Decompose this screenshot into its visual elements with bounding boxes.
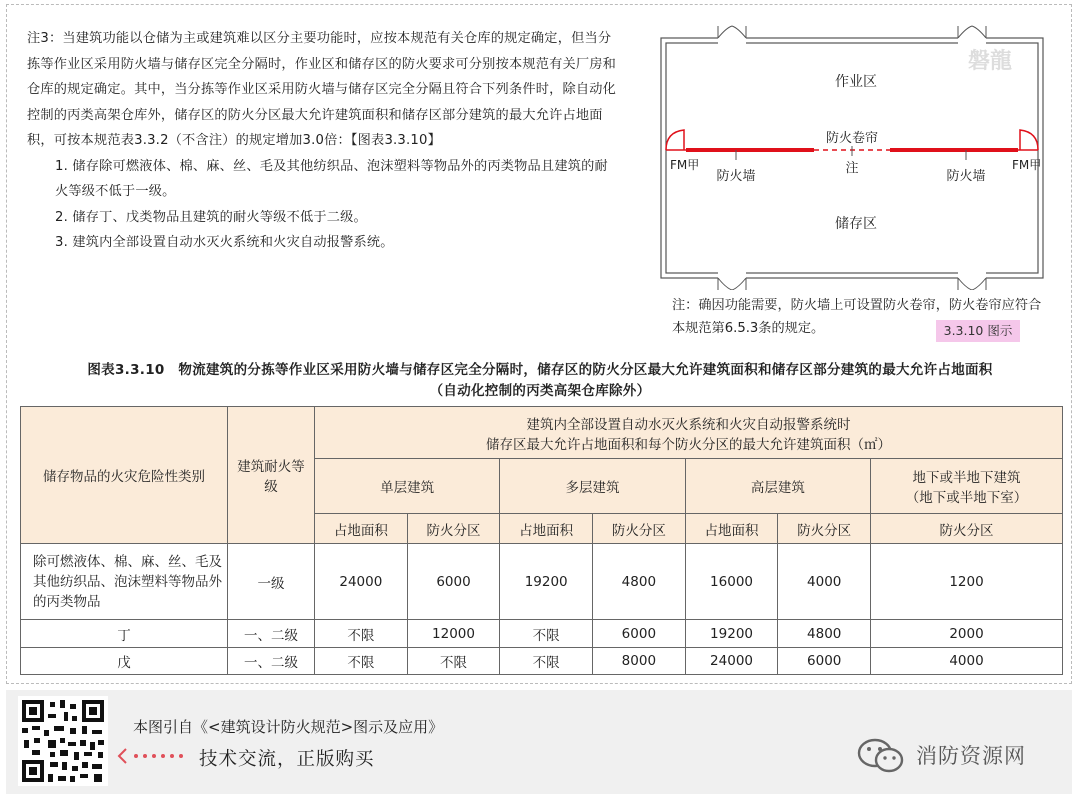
area-limit-table [20,406,1063,675]
figure-badge: 3.3.10 图示 [936,320,1020,342]
table-cell: 16000 [685,544,778,620]
table-row [21,544,1063,620]
row-grade: 一、二级 [228,648,315,675]
diagram-note: 注：确因功能需要，防火墙上可设置防火卷帘，防火卷帘应符合本规范第6.5.3条的规定。 [672,298,1042,336]
fm-door-left [666,130,686,150]
subheader-cell: 防火分区 [778,514,871,544]
table-caption [20,360,1060,402]
table-cell: 19200 [500,544,593,620]
floor-plan-diagram [656,20,1056,290]
table-cell: 2000 [871,620,1063,648]
subheader-cell: 占地面积 [685,514,778,544]
header-category: 储存物品的火灾危险性类别 [21,407,228,544]
firewall-right [890,148,1018,152]
row-grade: 一、二级 [228,620,315,648]
shutter-label: 防火卷帘 [825,131,879,146]
table-cell: 4800 [778,620,871,648]
table-cell: 6000 [778,648,871,675]
subheader-cell: 防火分区 [407,514,500,544]
row-grade: 一级 [228,544,315,620]
row-category: 戊 [21,648,228,675]
header-multi-storey: 多层建筑 [500,459,685,514]
row-category: 除可燃液体、棉、麻、丝、毛及其他纺织品、泡沫塑料等物品外的丙类物品 [21,544,228,620]
table-cell: 6000 [593,620,686,648]
table-cell: 24000 [685,648,778,675]
subheader-cell: 占地面积 [500,514,593,544]
table-cell: 19200 [685,620,778,648]
table-cell: 8000 [593,648,686,675]
fm-door-right [1018,130,1038,150]
header-underground: 地下或半地下建筑 （地下或半地下室） [871,459,1063,514]
table-cell: 不限 [500,648,593,675]
table-cell: 6000 [407,544,500,620]
fm-label-left: FM甲 [670,158,700,172]
table-cell: 不限 [315,620,408,648]
source-citation: 本图引自《<建筑设计防火规范>图示及应用》 [133,718,444,736]
slogan: 技术交流，正版购买 [199,749,375,770]
work-area-label: 作业区 [835,74,877,90]
firewall-label-left: 防火墙 [716,169,756,184]
table-cell: 24000 [315,544,408,620]
table-cell: 不限 [315,648,408,675]
brand-name: 消防资源网 [916,744,1026,768]
firewall-left [686,148,814,152]
table-cell: 不限 [500,620,593,648]
header-sprinkler-condition: 建筑内全部设置自动水灭火系统和火灾自动报警系统时 储存区最大允许占地面积和每个防火分区的最大允许建筑面积（㎡） [315,407,1063,459]
table-cell: 4000 [778,544,871,620]
table-row [21,620,1063,648]
header-fire-grade: 建筑耐火等级 [228,407,315,544]
door-swings [718,26,986,290]
header-high-rise: 高层建筑 [685,459,870,514]
condition-item-3: 3. 建筑内全部设置自动水灭火系统和火灾自动报警系统。 [55,235,394,250]
watermark: 磐龍 [968,49,1013,74]
header-single-storey: 单层建筑 [315,459,500,514]
subheader-cell: 防火分区 [871,514,1063,544]
qr-code-icon[interactable] [18,696,108,786]
subheader-cell: 防火分区 [593,514,686,544]
note-text [27,26,617,256]
table-cell: 不限 [407,648,500,675]
table-cell: 4800 [593,544,686,620]
table-row [21,648,1063,675]
shutter-note-label: 注 [845,161,859,176]
condition-item-2: 2. 储存丁、戊类物品且建筑的耐火等级不低于二级。 [55,209,367,225]
note-paragraph: 注3：当建筑功能以仓储为主或建筑难以区分主要功能时，应按本规范有关仓库的规定确定，但当分拣等作业区采用防火墙与储存区完全分隔时，作业区和储存区的防火要求可分别按本规范有关厂房和仓库的规定确定。其中，当分拣等作业区采用防火墙与储存区完全分隔且符合下列条件时，除自动化控制的丙类高架仓库外，储存区的防火分区最大允许建筑面积和储存区部分建筑的最大允许占地面积，可按本规范表3.3.2（不含注）的规定增加3.0倍：【图表3.3.10】 [27,31,617,148]
table-caption-line-1: 图表3.3.10 物流建筑的分拣等作业区采用防火墙与储存区完全分隔时，储存区的防火分区最大允许建筑面积和储存区部分建筑的最大允许占地面积 [87,362,993,378]
condition-item-1: 1. 储存除可燃液体、棉、麻、丝、毛及其他纺织品、泡沫塑料等物品外的丙类物品且建筑的耐火等级不低于一级。 [55,158,608,199]
arrow-dots-icon [116,746,196,766]
footer-bar [6,690,1072,794]
table-cell: 12000 [407,620,500,648]
table-cell: 1200 [871,544,1063,620]
firewall-label-right: 防火墙 [946,169,986,184]
row-category: 丁 [21,620,228,648]
storage-area-label: 储存区 [835,216,877,232]
table-caption-line-2: （自动化控制的丙类高架仓库除外） [429,383,651,399]
table-cell: 4000 [871,648,1063,675]
wechat-icon [856,736,908,776]
subheader-cell: 占地面积 [315,514,408,544]
fm-label-right: FM甲 [1012,158,1042,172]
